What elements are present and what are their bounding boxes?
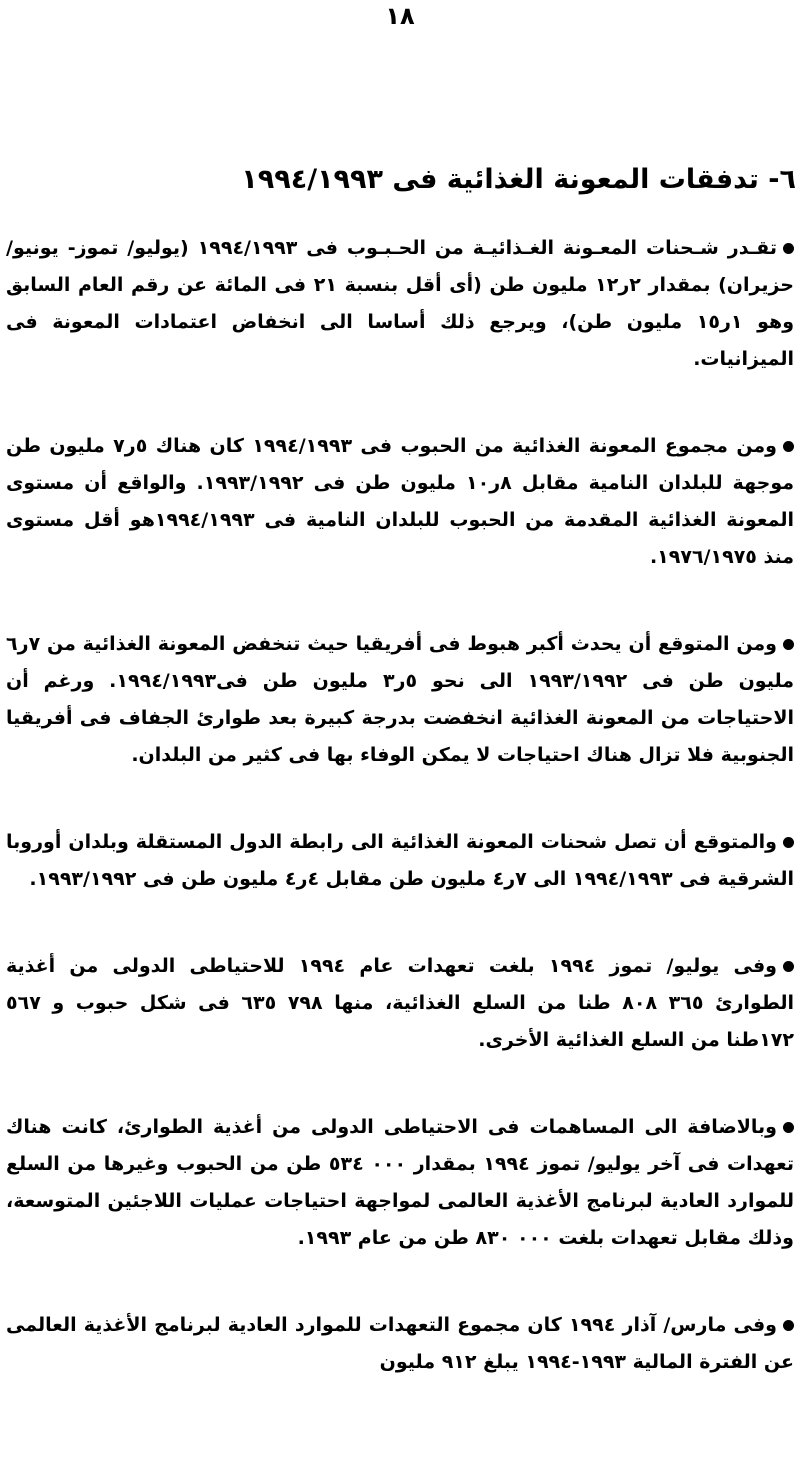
- paragraph: [6, 428, 794, 576]
- bullet-icon: [783, 243, 794, 254]
- bullet-icon: [783, 1320, 794, 1331]
- paragraph: [6, 626, 794, 774]
- paragraph: [6, 1109, 794, 1257]
- bullet-icon: [783, 639, 794, 650]
- paragraph: [6, 230, 794, 378]
- bullet-icon: [783, 837, 794, 848]
- body-text: [6, 230, 794, 1465]
- paragraph-text: والمتوقع أن تصل شحنات المعونة الغذائية الى رابطة الدول المستقلة وبلدان أوروبا الشرقية فى ١٩٩٤/١٩٩٣ الى ٧ر٤ مليون طن مقابل ٤ر٤ مليون طن فى ١٩٩٣/١٩٩٢.: [6, 831, 794, 890]
- paragraph-text: ومن المتوقع أن يحدث أكبر هبوط فى أفريقيا حيث تنخفض المعونة الغذائية من ٧ر٦ مليون طن فى ١٩٩٣/١٩٩٢ الى نحو ٥ر٣ مليون طن فى١٩٩٤/١٩٩٣. ورغم أن الاحتياجات من المعونة الغذائية انخفضت بدرجة كبيرة بعد طوارئ الجفاف فى أفريقيا الجنوبية فلا تزال هناك احتياجات لا يمكن الوفاء بها فى كثير من البلدان.: [6, 633, 794, 766]
- paragraph-text: تقـدر شـحنات المعـونة الغـذائيـة من الحـبـوب فى ١٩٩٤/١٩٩٣ (يوليو/ تموز- يونيو/ حزيران) بمقدار ٢ر١٢ مليون طن (أى أقل بنسبة ٢١ فى المائة عن رقم العام السابق وهو ١ر١٥ مليون طن)، ويرجع ذلك أساسا الى انخفاض اعتمادات المعونة فى الميزانيات.: [6, 237, 794, 370]
- bullet-icon: [783, 1122, 794, 1133]
- paragraph-text: وبالاضافة الى المساهمات فى الاحتياطى الدولى من أغذية الطوارئ، كانت هناك تعهدات فى آخر يوليو/ تموز ١٩٩٤ بمقدار ٠٠٠ ٥٣٤ طن من الحبوب وغيرها من السلع للموارد العادية لبرنامج الأغذية العالمى لمواجهة احتياجات عمليات اللاجئين المتوسعة، وذلك مقابل تعهدات بلغت ٠٠٠ ٨٣٠ طن من عام ١٩٩٣.: [6, 1116, 794, 1249]
- paragraph: [6, 824, 794, 898]
- paragraph: [6, 948, 794, 1059]
- paragraph: [6, 1307, 794, 1381]
- bullet-icon: [783, 961, 794, 972]
- bullet-icon: [783, 441, 794, 452]
- paragraph-text: وفى مارس/ آذار ١٩٩٤ كان مجموع التعهدات للموارد العادية لبرنامج الأغذية العالمى عن الفترة المالية ١٩٩٣-١٩٩٤ يبلغ ٩١٢ مليون: [6, 1314, 794, 1373]
- section-heading: ٦- تدفقات المعونة الغذائية فى ١٩٩٤/١٩٩٣: [241, 164, 796, 195]
- page-number: ١٨: [385, 2, 415, 30]
- paragraph-text: ومن مجموع المعونة الغذائية من الحبوب فى ١٩٩٤/١٩٩٣ كان هناك ٥ر٧ مليون طن موجهة للبلدان النامية مقابل ٨ر١٠ مليون طن فى ١٩٩٣/١٩٩٢. والواقع أن مستوى المعونة الغذائية المقدمة من الحبوب للبلدان النامية فى ١٩٩٤/١٩٩٣هو أقل مستوى منذ ١٩٧٦/١٩٧٥.: [6, 435, 794, 568]
- paragraph-text: وفى يوليو/ تموز ١٩٩٤ بلغت تعهدات عام ١٩٩٤ للاحتياطى الدولى من أغذية الطوارئ ٣٦٥ ٨٠٨ طنا من السلع الغذائية، منها ٧٩٨ ٦٣٥ فى شكل حبوب و ٥٦٧ ١٧٢طنا من السلع الغذائية الأخرى.: [6, 955, 794, 1051]
